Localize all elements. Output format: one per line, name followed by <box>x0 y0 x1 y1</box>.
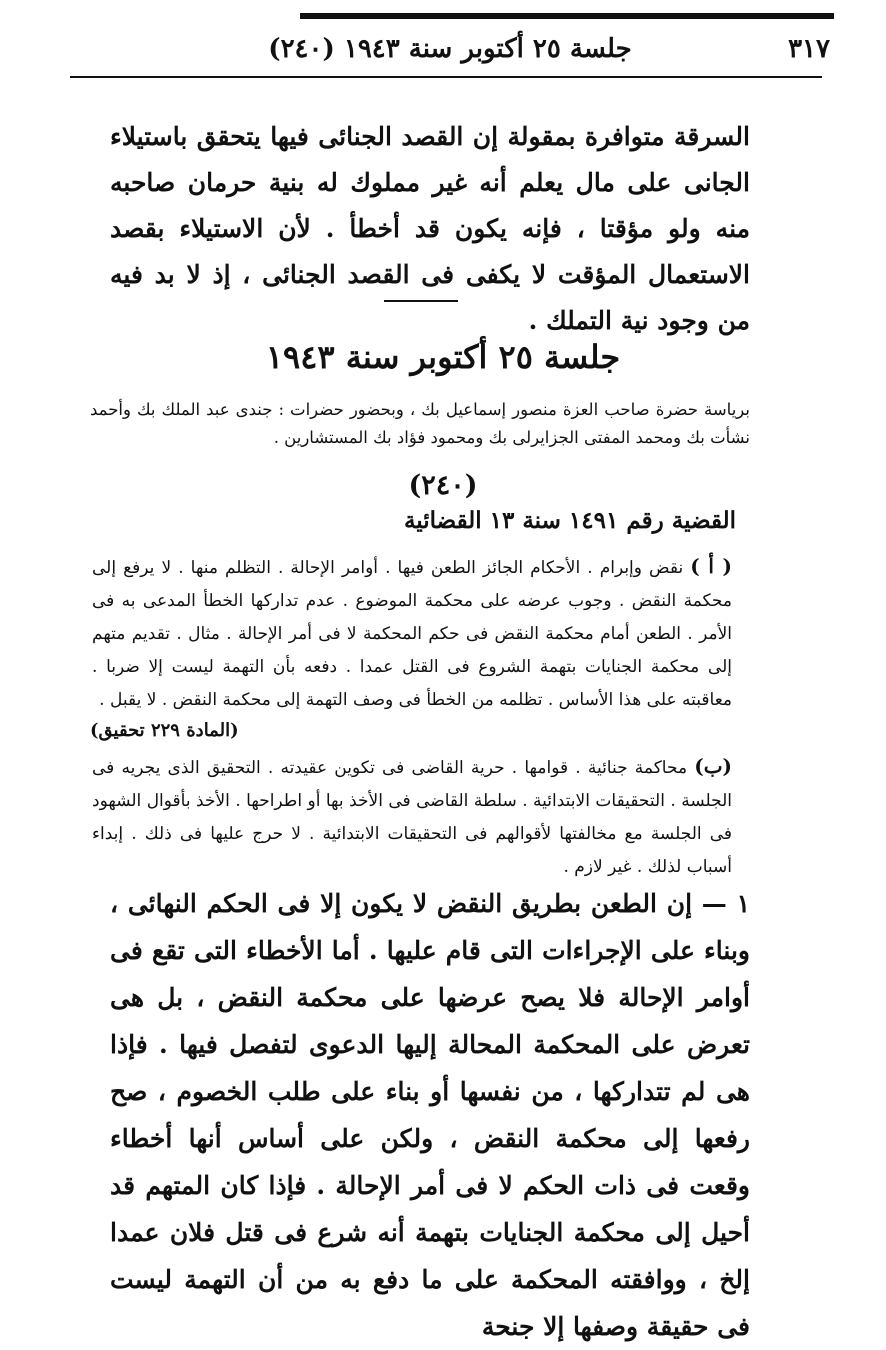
header-title: جلسة ٢٥ أكتوبر سنة ١٩٤٣ (٢٤٠) <box>268 34 632 64</box>
point-a-text: نقض وإبرام . الأحكام الجائز الطعن فيها . أوامر الإحالة . التظلم منها . لا يرفع إلى محكمة النقض . وجوب عرضه على محكمة الموضوع . عدم تداركها الخطأ المدعى به فى الأمر . الطعن أمام محكمة النقض فى حكم المحكمة لا فى أمر الإحالة . مثال . تقديم متهم إلى محكمة الجنايات بتهمة الشروع فى القتل عمدا . دفعه بأن التهمة ليست إلا ضربا . معاقبته على هذا الأساس . تظلمه من الخطأ فى وصف التهمة إلى محكمة النقض . لا يقبل . <box>92 558 732 710</box>
case-number: (٢٤٠) <box>408 470 478 501</box>
session-presidency: برياسة حضرة صاحب العزة منصور إسماعيل بك ، وبحضور حضرات : جندى عبد الملك بك وأحمد نشأت بك ومحمد المفتى الجزايرلى بك ومحمود فؤاد بك المستشارين . <box>90 400 750 447</box>
page-number: ٣١٧ <box>788 34 830 64</box>
summary-point-b <box>92 750 732 884</box>
section-divider <box>384 300 458 302</box>
session-title: جلسة ٢٥ أكتوبر سنة ١٩٤٣ <box>265 338 621 376</box>
header-rule <box>70 76 822 78</box>
summary-point-a <box>92 550 732 717</box>
point-b-text: محاكمة جنائية . قوامها . حرية القاضى فى تكوين عقيدته . التحقيق الذى يجريه فى الجلسة . التحقيقات الابتدائية . سلطة القاضى فى الأخذ بها أو اطراحها . الأخذ بأقوال الشهود فى الجلسة مع مخالفتها لأقوالهم فى التحقيقات الابتدائية . لا حرج عليها فى ذلك . إبداء أسباب لذلك . غير لازم . <box>92 758 732 877</box>
top-rule <box>300 13 834 19</box>
point-b-marker: (ب) <box>694 754 733 778</box>
article-reference: (المادة ٢٢٩ تحقيق) <box>90 720 239 741</box>
point-a-marker: ( أ ) <box>690 554 732 578</box>
ruling-paragraph: ١ — إن الطعن بطريق النقض لا يكون إلا فى الحكم النهائى ، وبناء على الإجراءات التى قام عليها . أما الأخطاء التى تقع فى أوامر الإحالة فلا يصح عرضها على محكمة النقض ، بل هى تعرض على المحكمة المحالة إليها الدعوى لتفصل فيها . فإذا هى لم تتداركها ، من نفسها أو بناء على طلب الخصوم ، صح رفعها إلى محكمة النقض ، ولكن على أساس أنها أخطاء وقعت فى ذات الحكم لا فى أمر الإحالة . فإذا كان المتهم قد أحيل إلى محكمة الجنايات بتهمة أنه شرع فى قتل فلان عمدا إلخ ، ووافقته المحكمة على ما دفع به من أن التهمة ليست فى حقيقة وصفها إلا جنحة <box>110 889 750 1341</box>
running-header <box>70 28 830 68</box>
continued-paragraph: السرقة متوافرة بمقولة إن القصد الجنائى فيها يتحقق باستيلاء الجانى على مال يعلم أنه غير مملوك له بنية حرمان صاحبه منه ولو مؤقتا ، فإنه يكون قد أخطأ . لأن الاستيلاء بقصد الاستعمال المؤقت لا يكفى فى القصد الجنائى ، إذ لا بد فيه من وجود نية التملك . <box>110 122 750 335</box>
case-reference: القضية رقم ١٤٩١ سنة ١٣ القضائية <box>403 507 736 534</box>
